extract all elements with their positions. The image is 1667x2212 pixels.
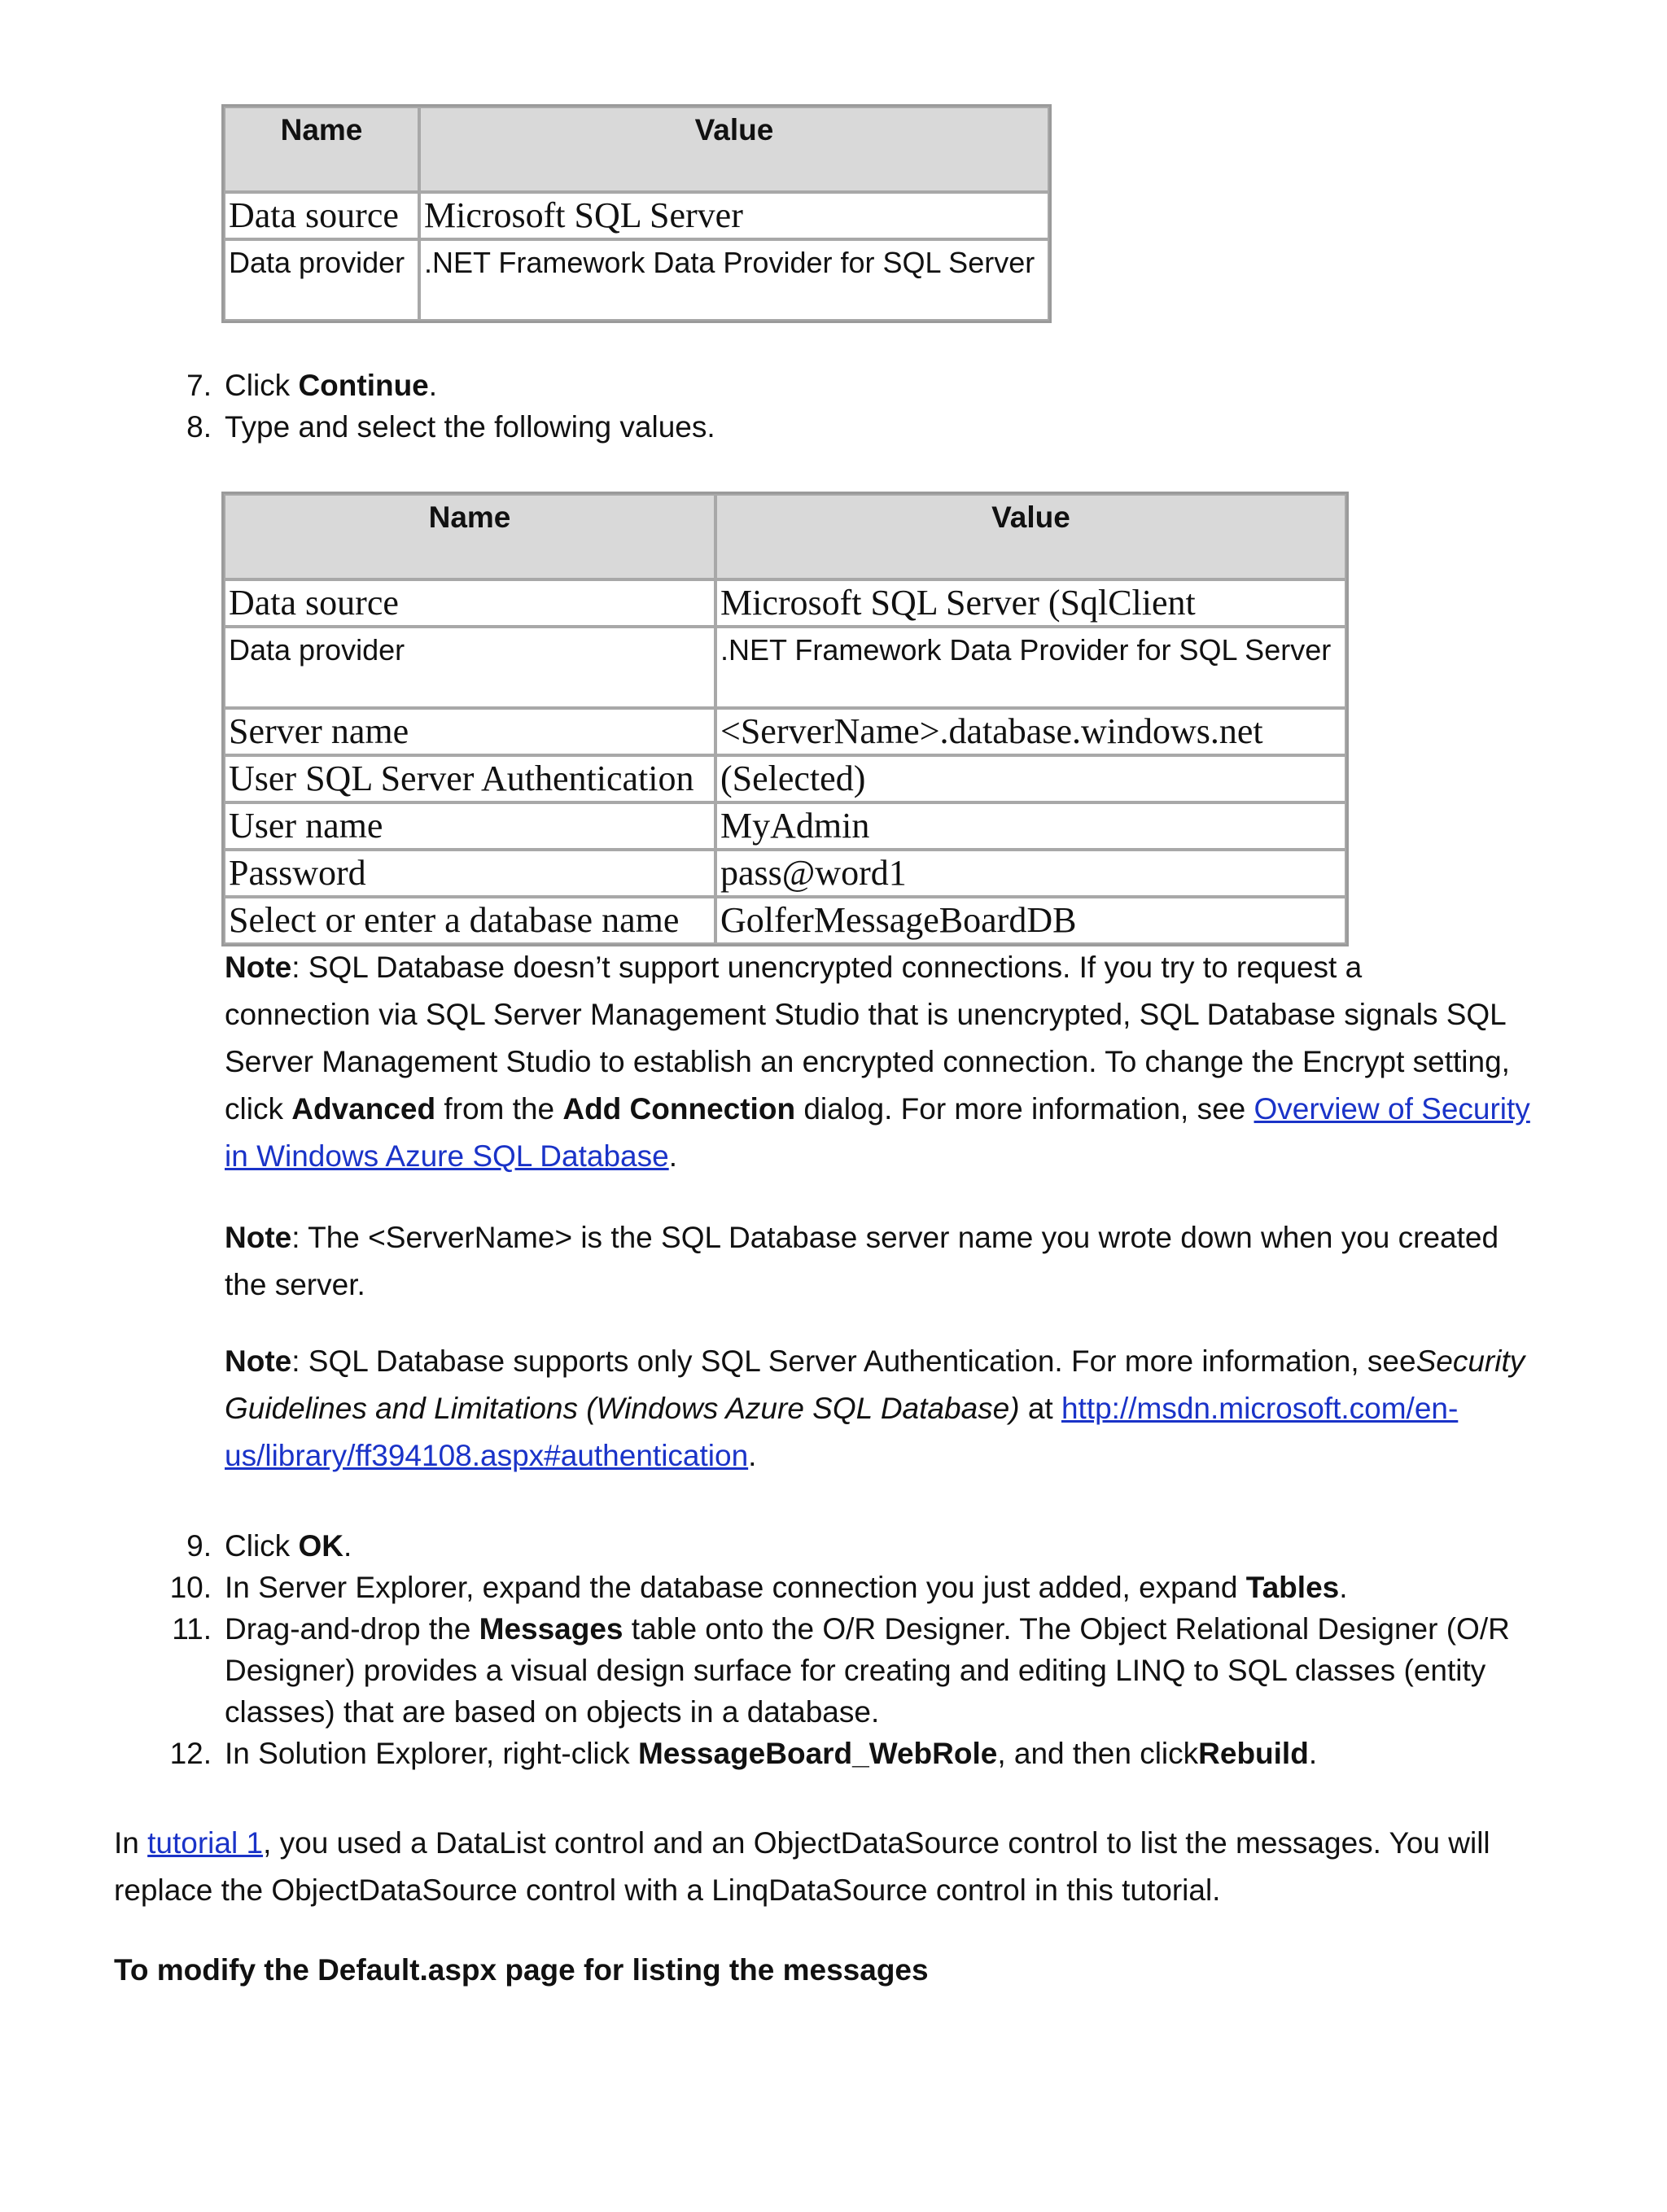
table-row [224,708,1346,755]
security-overview-link[interactable]: Overview of Security [1254,1092,1530,1126]
table-header-value: Value [419,107,1049,192]
cell-name: User name [224,802,715,850]
table-row [224,579,1346,627]
note-servername: Note: The <ServerName> is the SQL Database server name you wrote down when you created the server. [225,1221,1499,1301]
cell-name: Select or enter a database name [224,897,715,944]
cell-name: Data provider [224,627,715,708]
cell-name: Server name [224,708,715,755]
cell-name: Data source [224,192,419,239]
step-text: Type and select the following values. [225,410,715,444]
table-header-value: Value [715,494,1346,579]
connection-table-1 [221,104,1052,323]
cell-value: Microsoft SQL Server (SqlClient [715,579,1346,627]
msdn-link-cont[interactable]: us/library/ff394108.aspx#authentication [225,1439,749,1472]
cell-name: User SQL Server Authentication [224,755,715,802]
tutorial-1-link[interactable]: tutorial 1 [147,1826,264,1860]
cell-value: <ServerName>.database.windows.net [715,708,1346,755]
cell-name: Password [224,850,715,897]
table-header-name: Name [224,494,715,579]
step-number: 7. [186,369,212,402]
cell-value: Microsoft SQL Server [419,192,1049,239]
note-label: Note [225,951,292,984]
list-item: 11. Drag-and-drop the Messages table onto the O/R Designer. The Object Relational Designer (O/R Designer) provides a visual design surface for creating and editing LINQ to SQL classes (entity classes) that are based on objects in a database. [172,1612,1510,1729]
list-item [163,406,1547,448]
step-list-a [163,365,1547,448]
cell-value: .NET Framework Data Provider for SQL Server [715,627,1346,708]
list-item: 12. In Solution Explorer, right-click MessageBoard_WebRole, and then clickRebuild. [169,1737,1318,1770]
note-unencrypted: Note: SQL Database doesn’t support unencrypted connections. If you try to request a connection via SQL Server Management Studio that is unencrypted, SQL Database signals SQL Server Management Studio to establish an encrypted connection. To change the Encrypt setting, click Advanced from the Add Connection dialog. For more information, see Overview of Security in Windows Azure SQL Database. [225,951,1530,1173]
table-row [224,850,1346,897]
table-header-name: Name [224,107,419,192]
cell-name: Data source [224,579,715,627]
cell-value: .NET Framework Data Provider for SQL Server [419,239,1049,321]
table-row [224,192,1049,239]
table-row [224,755,1346,802]
security-overview-link-cont[interactable]: in Windows Azure SQL Database [225,1139,669,1173]
step-bold: Continue [298,369,429,402]
connection-table-2 [221,492,1349,946]
step-number: 8. [186,410,212,444]
list-item: 7. Click Continue. [163,365,1547,406]
table-row [224,897,1346,944]
note-authentication: Note: SQL Database supports only SQL Server Authentication. For more information, seeSecurity Guidelines and Limitations (Windows Azure SQL Database) at http://msdn.microsoft.com/en- us/library/ff394108.aspx#authentication. [225,1344,1525,1472]
cell-name: Data provider [224,239,419,321]
table-row [224,802,1346,850]
cell-value: MyAdmin [715,802,1346,850]
msdn-link[interactable]: http://msdn.microsoft.com/en- [1061,1392,1459,1425]
list-item: 10. In Server Explorer, expand the database connection you just added, expand Tables. [169,1571,1348,1604]
note-label: Note [225,1344,292,1378]
cell-value: GolferMessageBoardDB [715,897,1346,944]
step-list-b [163,1525,1579,1774]
table-row [224,627,1346,708]
intro-paragraph: In tutorial 1, you used a DataList control and an ObjectDataSource control to list the messages. You will replace the ObjectDataSource control with a LinqDataSource control in this tutorial. [114,1826,1490,1907]
cell-value: pass@word1 [715,850,1346,897]
note-label: Note [225,1221,292,1254]
list-item: 9. Click OK. [186,1529,352,1563]
section-heading: To modify the Default.aspx page for listing the messages [114,1953,929,1987]
cell-value: (Selected) [715,755,1346,802]
step-text: Click [225,369,299,402]
table-row [224,239,1049,321]
